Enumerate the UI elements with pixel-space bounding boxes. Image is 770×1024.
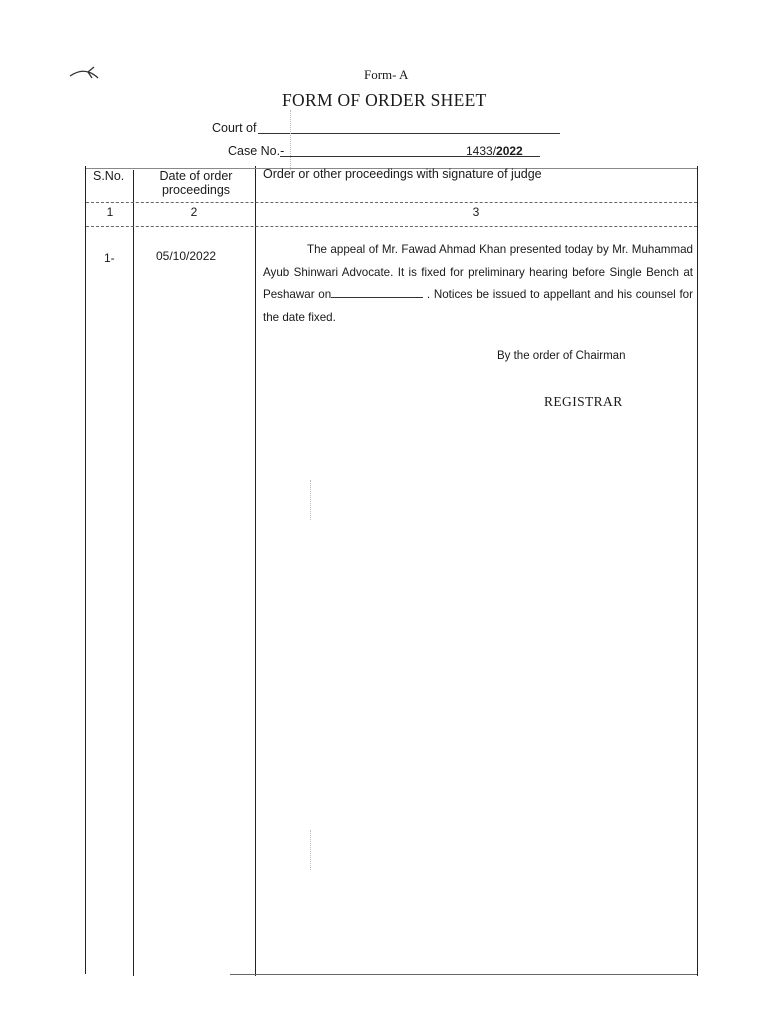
header-sno: S.No. [93, 169, 125, 183]
case-label: Case No.- [228, 144, 285, 158]
col-divider-left [85, 166, 86, 974]
col-number-1: 1 [106, 205, 114, 219]
order-text [263, 239, 693, 329]
order-text-part2: . Notices be issued to appellant and his counsel for the date fixed. [263, 288, 693, 324]
pen-mark-icon [68, 64, 100, 84]
form-label: Form- A [364, 67, 409, 82]
header-divider [86, 202, 697, 203]
registrar-signature: REGISTRAR [544, 394, 623, 409]
row-date: 05/10/2022 [156, 249, 217, 263]
case-number [466, 144, 523, 158]
scan-artifact-line [290, 110, 291, 170]
header-date-line1: Date of order [159, 169, 233, 183]
number-row-divider [86, 226, 697, 227]
case-number-prefix: 1433/ [466, 144, 497, 158]
scan-artifact-line [310, 480, 311, 520]
col-divider-2 [255, 166, 256, 976]
case-year: 2022 [496, 144, 523, 158]
header-date-line2: proceedings [161, 183, 231, 197]
row-sno: 1- [104, 251, 115, 265]
court-label: Court of [212, 121, 257, 135]
table-bottom-line [230, 974, 697, 975]
col-number-2: 2 [190, 205, 198, 219]
by-order-line: By the order of Chairman [497, 350, 626, 362]
header-order: Order or other proceedings with signature of judge [263, 167, 542, 181]
court-field-line [258, 133, 560, 134]
page-title: FORM OF ORDER SHEET [282, 90, 487, 110]
order-text-part1: The appeal of Mr. Fawad Ahmad Khan presented today by Mr. Muhammad Ayub Shinwari Advocate. It is fixed for preliminary hearing before Single Bench at Peshawar on [263, 243, 693, 302]
scan-artifact-line [310, 830, 311, 870]
hearing-date-blank [331, 287, 423, 298]
col-number-3: 3 [472, 205, 480, 219]
col-divider-right [697, 166, 698, 976]
header-date [140, 169, 252, 197]
col-divider-1 [133, 170, 134, 976]
